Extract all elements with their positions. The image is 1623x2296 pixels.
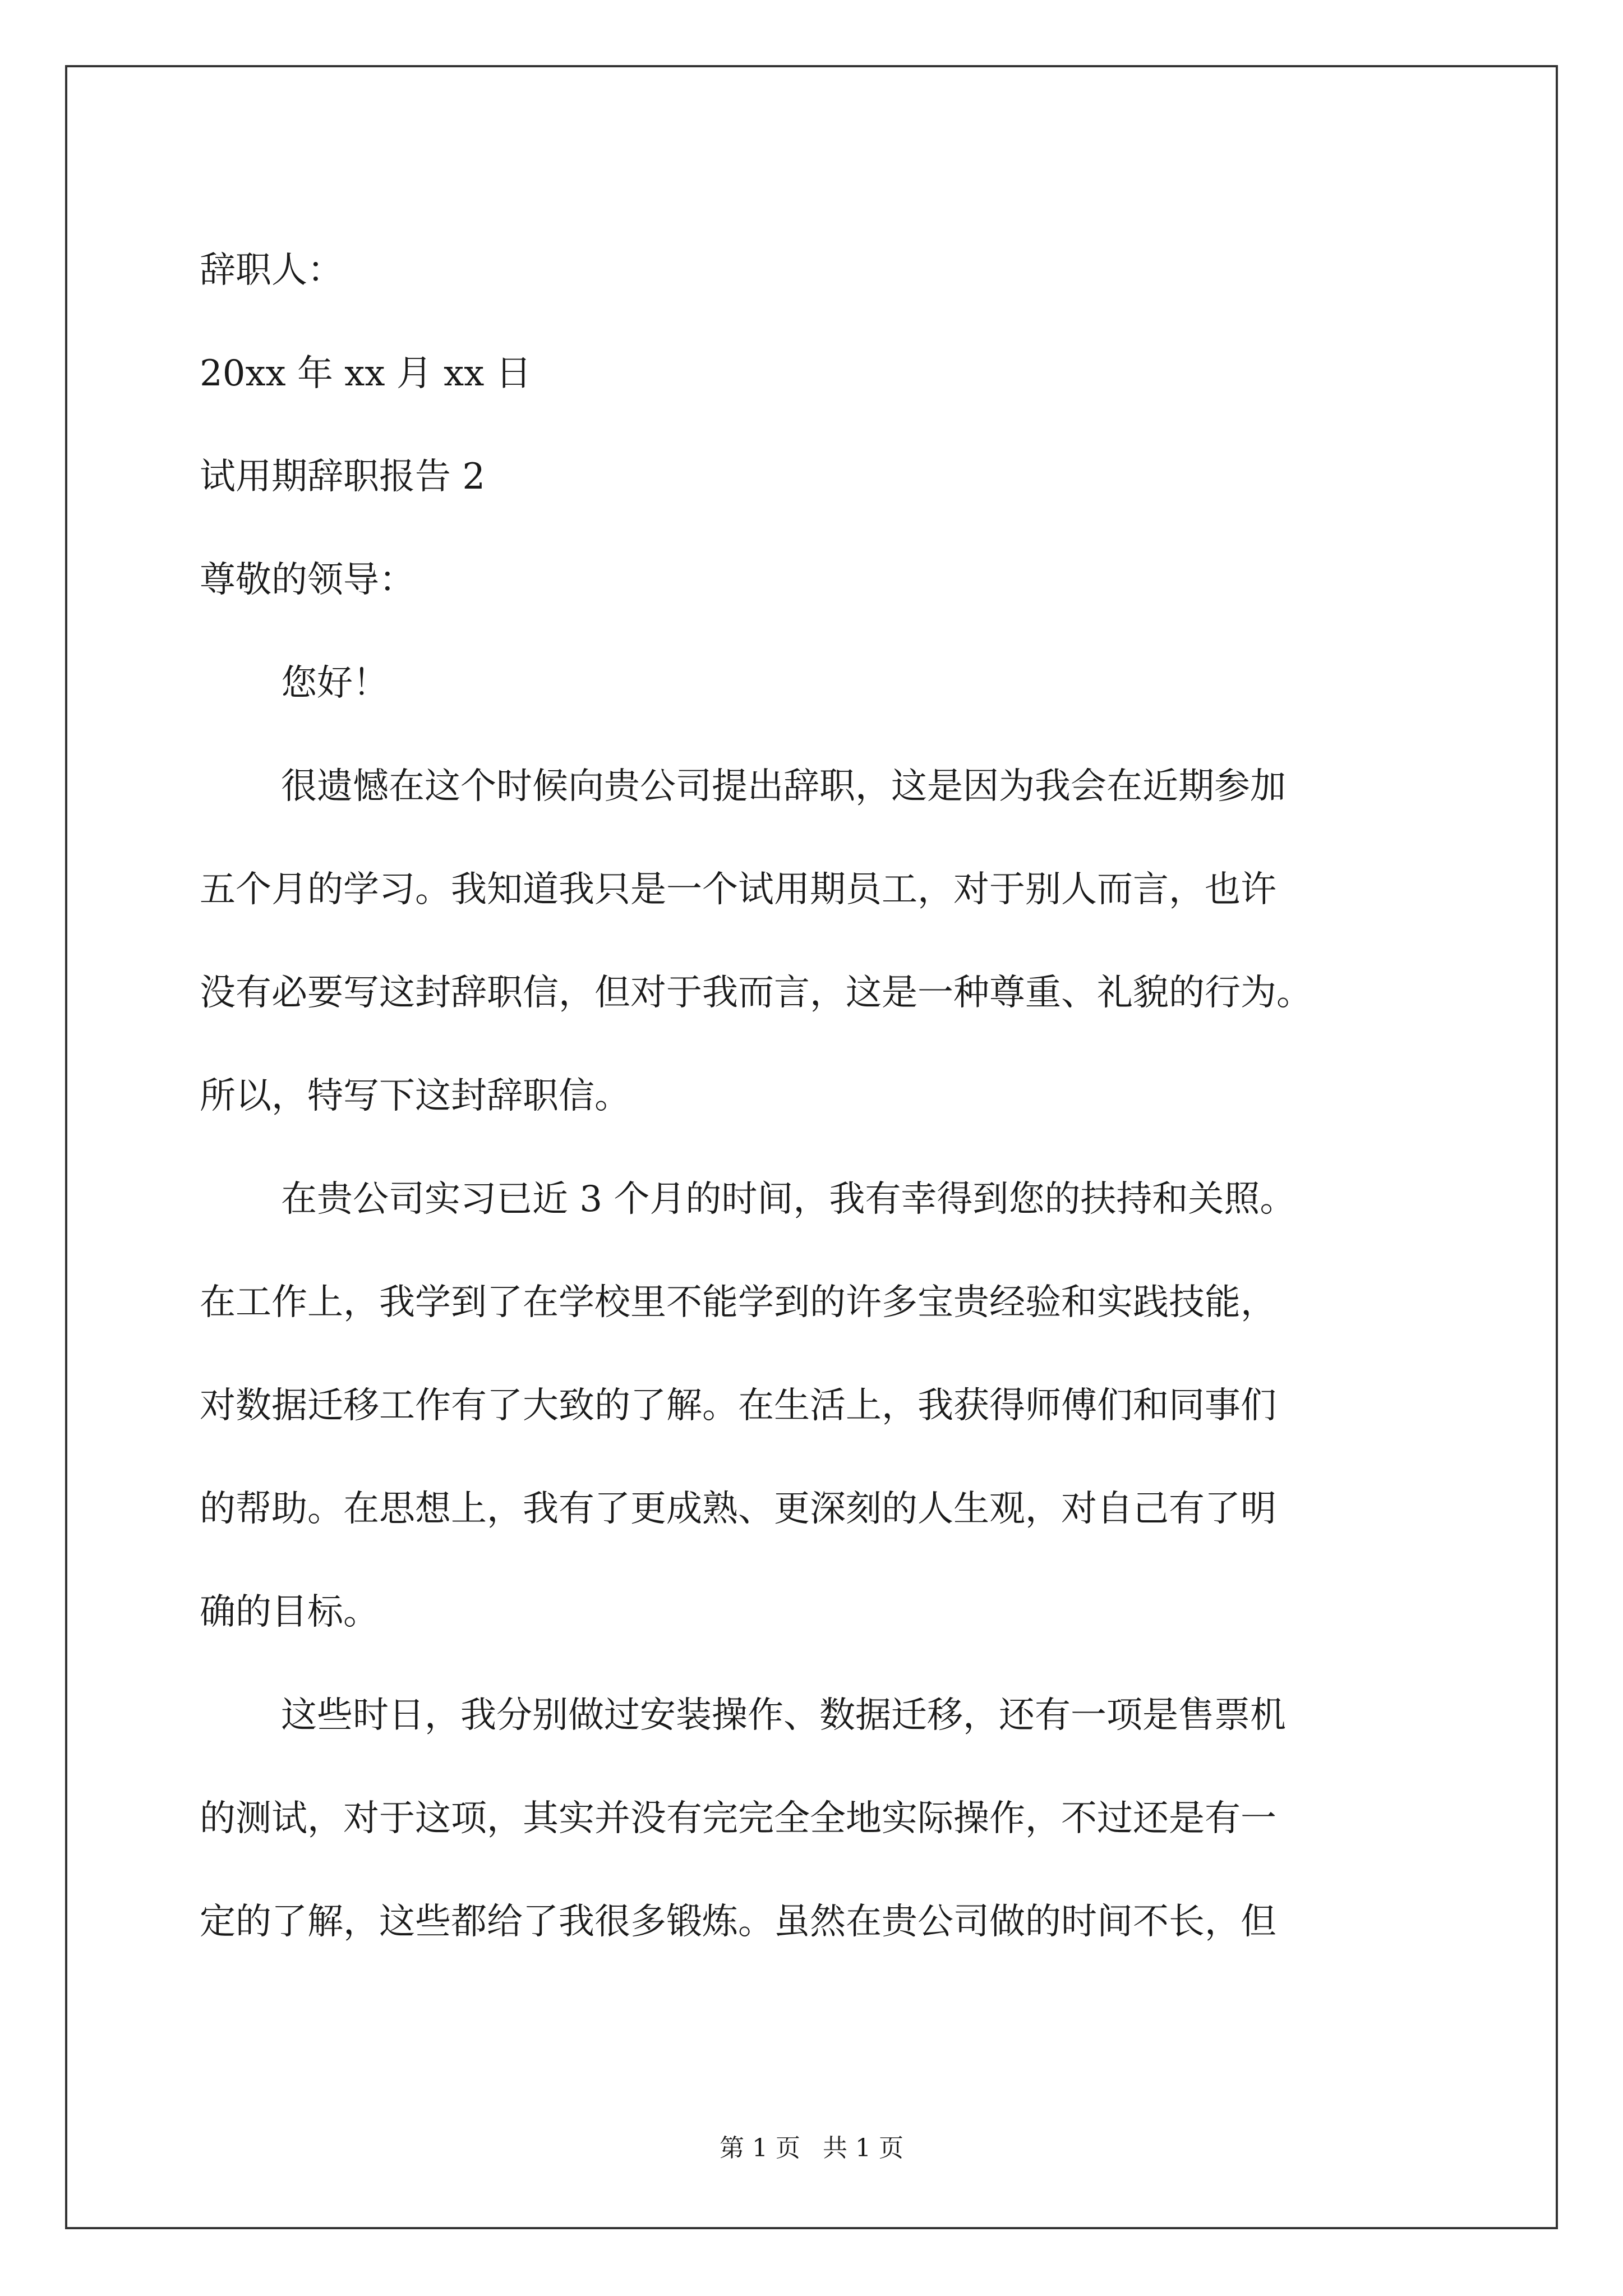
paragraph-line: 确的目标。	[200, 1591, 379, 1633]
paragraph-line: 的测试，对于这项，其实并没有完完全全地实际操作，不过还是有一	[200, 1798, 1276, 1839]
paragraph-line: 对数据迁移工作有了大致的了解。在生活上，我获得师傅们和同事们	[200, 1385, 1276, 1427]
document-body	[200, 219, 1473, 1973]
paragraph-line: 在工作上，我学到了在学校里不能学到的许多宝贵经验和实践技能，	[200, 1282, 1276, 1323]
page-number: 第 1 页	[720, 2134, 800, 2162]
page-total: 共 1 页	[823, 2134, 903, 2162]
paragraph-line: 五个月的学习。我知道我只是一个试用期员工，对于别人而言，也许	[200, 869, 1276, 910]
paragraph-line: 所以，特写下这封辞职信。	[200, 1075, 630, 1117]
paragraph-line: 没有必要写这封辞职信，但对于我而言，这是一种尊重、礼貌的行为。	[200, 972, 1312, 1014]
salutation: 尊敬的领导：	[200, 559, 415, 601]
greeting: 您好！	[281, 662, 389, 704]
page-footer	[0, 2132, 1623, 2165]
paragraph-line: 很遗憾在这个时候向贵公司提出辞职，这是因为我会在近期参加	[281, 766, 1286, 807]
document-title: 试用期辞职报告 2	[200, 456, 486, 498]
paragraph-line: 这些时日，我分别做过安装操作、数据迁移，还有一项是售票机	[281, 1695, 1286, 1736]
paragraph-line: 定的了解，这些都给了我很多锻炼。虽然在贵公司做的时间不长，但	[200, 1901, 1276, 1943]
date-line: 20xx 年 xx 月 xx 日	[200, 353, 532, 394]
paragraph-line: 在贵公司实习已近 3 个月的时间，我有幸得到您的扶持和关照。	[281, 1179, 1296, 1220]
signature-line: 辞职人：	[200, 250, 343, 291]
paragraph-line: 的帮助。在思想上，我有了更成熟、更深刻的人生观，对自己有了明	[200, 1488, 1276, 1530]
